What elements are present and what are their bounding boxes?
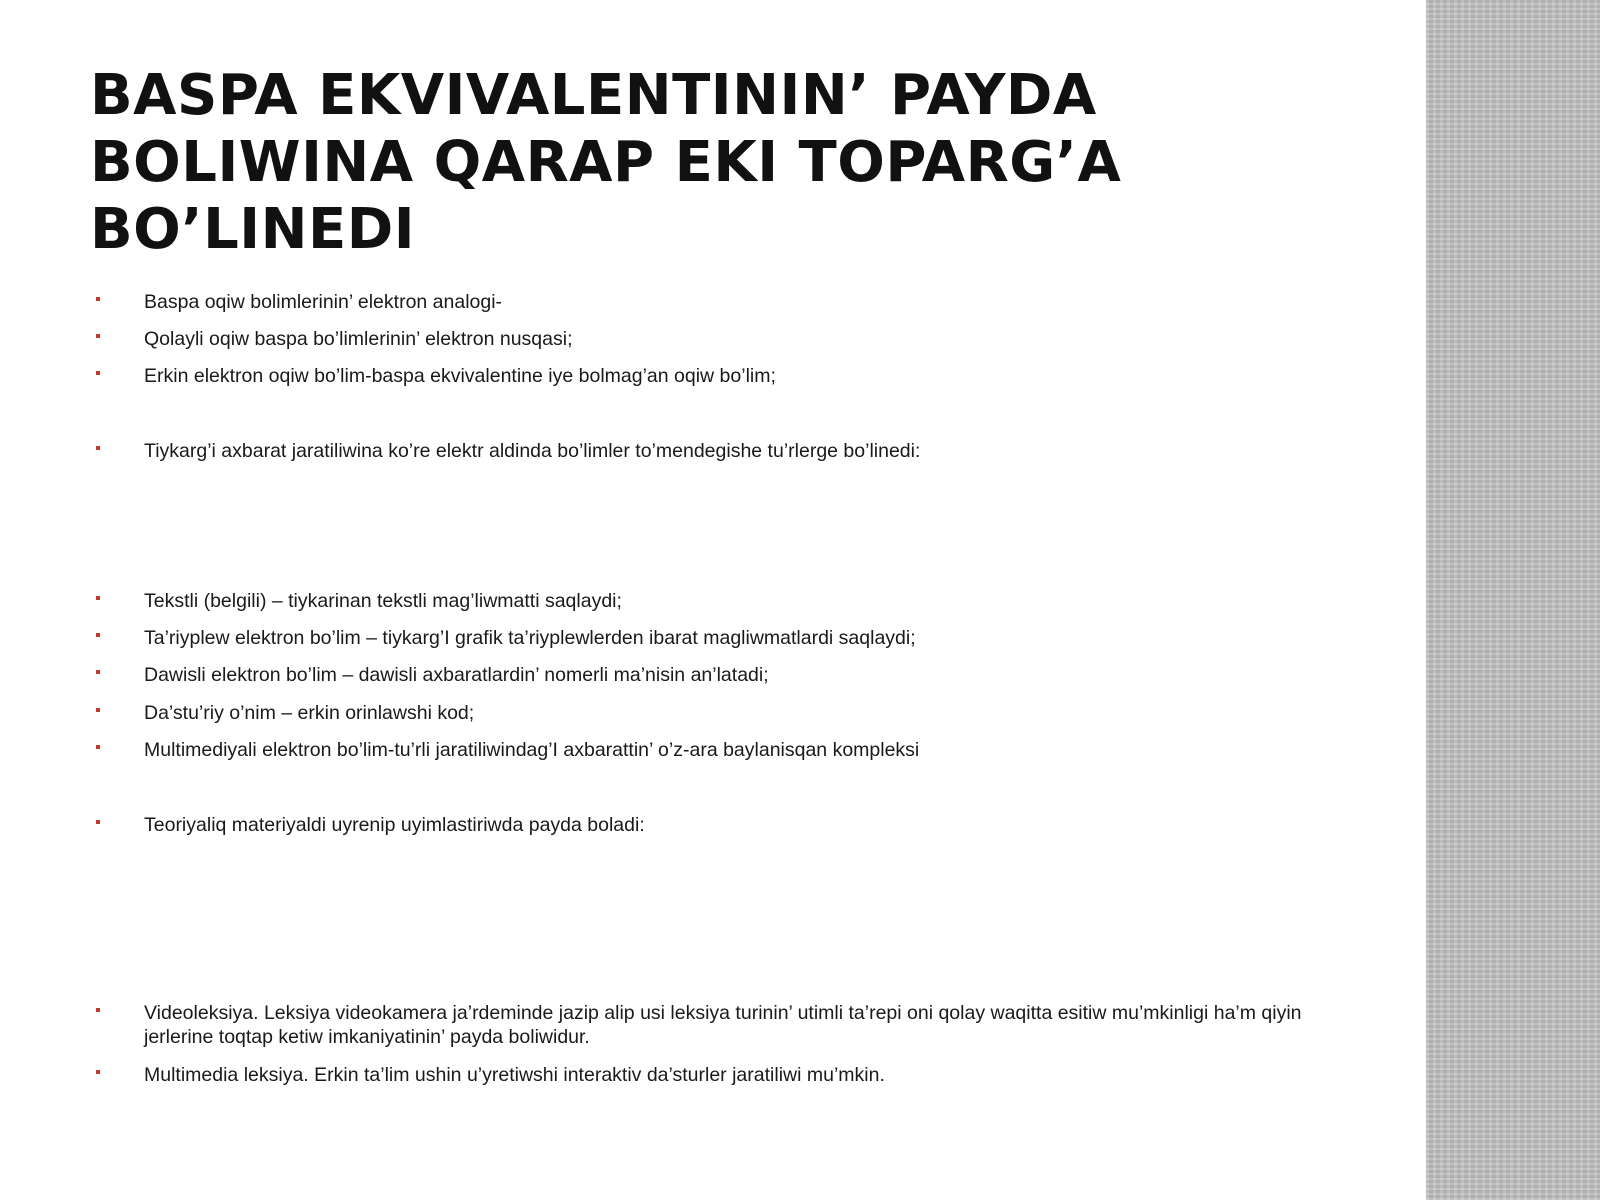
list-item xyxy=(96,738,1346,762)
bullet-icon xyxy=(96,1070,100,1074)
list-item-text: Dawisli elektron bo’lim – dawisli axbaratlardin’ nomerli ma’nisin an’latadi; xyxy=(144,664,769,686)
list-item-text: Multimedia leksiya. Erkin ta’lim ushin u’yretiwshi interaktiv da’sturler jaratiliwi mu’mkin. xyxy=(144,1064,885,1086)
list-item xyxy=(96,701,1346,725)
bullet-icon xyxy=(96,334,100,338)
bullet-icon xyxy=(96,670,100,674)
bullet-icon xyxy=(96,633,100,637)
list-item-text: Baspa oqiw bolimlerinin’ elektron analogi- xyxy=(144,291,503,313)
list-item-text: Videoleksiya. Leksiya videokamera ja’rdeminde jazip alip usi leksiya turinin’ utimli ta’repi oni qolay waqitta esitiw mu’mkinligi ha’m qiyin jerlerine toqtap ketiw imkaniyatinin’ payda boliwidur. xyxy=(144,1002,1302,1048)
list-item-text: Ta’riyplew elektron bo’lim – tiykarg’I grafik ta’riyplewlerden ibarat magliwmatlardi saqlaydi; xyxy=(144,627,916,649)
list-item-text: Tiykarg’i axbarat jaratiliwina ko’re elektr aldinda bo’limler to’mendegishe tu’rlerge bo’linedi: xyxy=(144,440,921,462)
list-item xyxy=(96,813,1346,837)
list-item xyxy=(96,1001,1346,1049)
decorative-side-panel xyxy=(1426,0,1600,1200)
list-item-text: Erkin elektron oqiw bo’lim-baspa ekvivalentine iye bolmag’an oqiw bo’lim; xyxy=(144,365,776,387)
list-item xyxy=(96,589,1346,613)
list-item xyxy=(96,364,1346,388)
bullet-icon xyxy=(96,297,100,301)
bullet-icon xyxy=(96,1008,100,1012)
list-item xyxy=(96,1063,1346,1087)
list-item xyxy=(96,439,1346,463)
bullet-icon xyxy=(96,596,100,600)
list-item-text: Da’stu’riy o’nim – erkin orinlawshi kod; xyxy=(144,702,475,724)
bullet-icon xyxy=(96,371,100,375)
list-item-text: Qolayli oqiw baspa bo’limlerinin’ elektron nusqasi; xyxy=(144,328,573,350)
list-item-text: Tekstli (belgili) – tiykarinan tekstli mag’liwmatti saqlaydi; xyxy=(144,590,622,612)
list-item xyxy=(96,327,1346,351)
list-item xyxy=(96,663,1346,687)
bullet-icon xyxy=(96,820,100,824)
list-item xyxy=(96,626,1346,650)
list-item-text: Teoriyaliq materiyaldi uyrenip uyimlastiriwda payda boladi: xyxy=(144,814,645,836)
list-item xyxy=(96,290,1346,314)
slide-title: BASPA EKVIVALENTININ’ PAYDA BOLIWINA QARAP EKI TOPARG’A BO’LINEDI xyxy=(90,63,1122,262)
bullet-icon xyxy=(96,708,100,712)
bullet-icon xyxy=(96,745,100,749)
list-item-text: Multimediyali elektron bo’lim-tu’rli jaratiliwindag’I axbarattin’ o’z-ara baylanisqan kompleksi xyxy=(144,739,920,761)
bullet-icon xyxy=(96,446,100,450)
